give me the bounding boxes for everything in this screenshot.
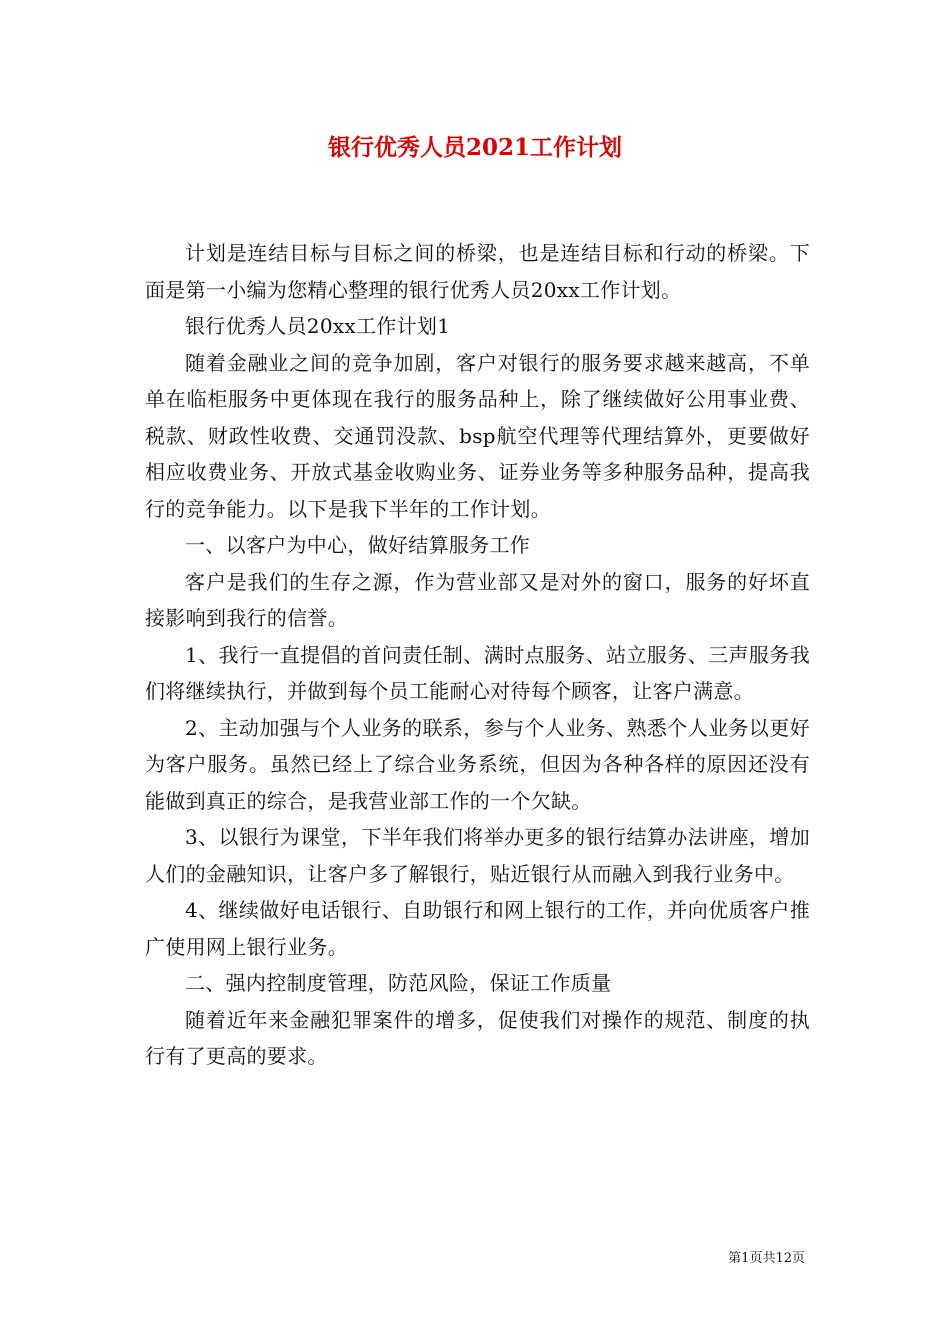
section-heading-1: 一、以客户为中心，做好结算服务工作 (185, 533, 531, 557)
document-title: 银行优秀人员2021工作计划 (327, 134, 622, 161)
paragraph-subtitle: 银行优秀人员20xx工作计划1 (185, 314, 451, 338)
paragraph-intro: 计划是连结目标与目标之间的桥梁，也是连结目标和行动的桥梁。下面是第一小编为您精心整理的银行优秀人员20xx工作计划。 (145, 241, 810, 302)
page-number: 第1页共12页 (728, 1251, 805, 1266)
list-item-3: 3、以银行为课堂，下半年我们将举办更多的银行结算办法讲座，增加人们的金融知识，让客户多了解银行，贴近银行从而融入到我行业务中。 (145, 825, 810, 886)
section-heading-2: 二、强内控制度管理，防范风险，保证工作质量 (185, 971, 612, 995)
paragraph-competition: 随着金融业之间的竞争加剧，客户对银行的服务要求越来越高，不单单在临柜服务中更体现在我行的服务品种上，除了继续做好公用事业费、税款、财政性收费、交通罚没款、bsp航空代理等代理结算外，更要做好相应收费业务、开放式基金收购业务、证券业务等多种服务品种，提高我行的竞争能力。以下是我下半年的工作计划。 (145, 350, 810, 521)
document-body (145, 235, 810, 1075)
paragraph-risk: 随着近年来金融犯罪案件的增多，促使我们对操作的规范、制度的执行有了更高的要求。 (145, 1007, 810, 1068)
list-item-4: 4、继续做好电话银行、自助银行和网上银行的工作，并向优质客户推广使用网上银行业务。 (145, 898, 810, 959)
list-item-2: 2、主动加强与个人业务的联系，参与个人业务、熟悉个人业务以更好为客户服务。虽然已经上了综合业务系统，但因为各种各样的原因还没有能做到真正的综合，是我营业部工作的一个欠缺。 (145, 715, 810, 813)
list-item-1: 1、我行一直提倡的首问责任制、满时点服务、站立服务、三声服务我们将继续执行，并做到每个员工能耐心对待每个顾客，让客户满意。 (145, 642, 810, 703)
paragraph-customer: 客户是我们的生存之源，作为营业部又是对外的窗口，服务的好坏直接影响到我行的信誉。 (145, 569, 810, 630)
